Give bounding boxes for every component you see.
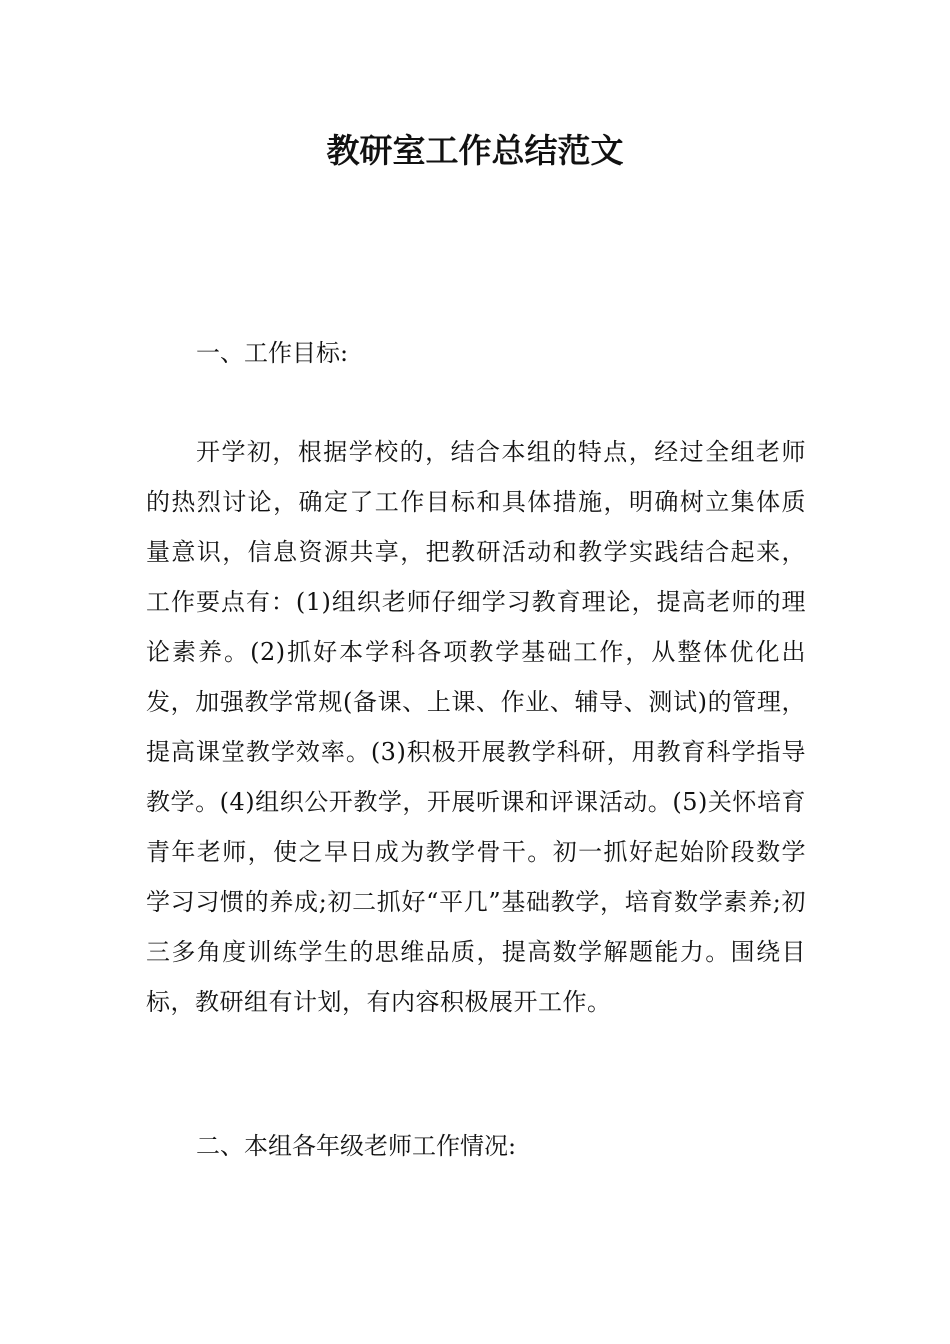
section-paragraph-work-goals: 开学初，根据学校的，结合本组的特点，经过全组老师的热烈讨论，确定了工作目标和具体措施，明确树立集体质量意识，信息资源共享，把教研活动和教学实践结合起来，工作要点有：(1)组织老师仔细学习教育理论，提高老师的理论素养。(2)抓好本学科各项教学基础工作，从整体优化出发，加强教学常规(备课、上课、作业、辅导、测试)的管理，提高课堂教学效率。(3)积极开展教学科研，用教育科学指导教学。(4)组织公开教学，开展听课和评课活动。(5)关怀培育青年老师，使之早日成为教学骨干。初一抓好起始阶段数学学习习惯的养成;初二抓好“平几”基础教学，培育数学素养;初三多角度训练学生的思维品质，提高数学解题能力。围绕目标，教研组有计划，有内容积极展开工作。 bbox=[146, 438, 806, 1016]
section-heading-work-goals: 一、工作目标: bbox=[196, 339, 349, 367]
section-heading-teacher-work: 二、本组各年级老师工作情况: bbox=[196, 1132, 517, 1160]
document-title: 教研室工作总结范文 bbox=[326, 131, 624, 170]
